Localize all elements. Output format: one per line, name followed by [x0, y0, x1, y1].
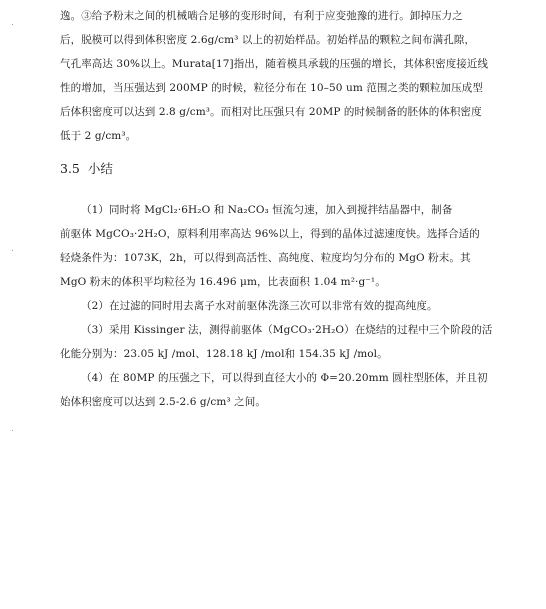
section-heading [60, 160, 113, 178]
text-line: MgO 粉末的体积平均粒径为 16.496 μm，比表面积 1.04 m²·g⁻¹。 [60, 276, 386, 288]
scan-speck [12, 24, 13, 25]
text-line: （1）同时将 MgCl₂·6H₂O 和 Na₂CO₃ 恒流匀速，加入到搅拌结晶器中，制备 [81, 204, 453, 216]
text-line: （4）在 80MP 的压强之下，可以得到直径大小的 Φ=20.20mm 圆柱型胚体，并且初 [81, 372, 488, 384]
text-line: 气孔率高达 30%以上。Murata[17]指出，随着模具承载的压强的增长，其体积密度接近线 [60, 58, 489, 70]
text-line: 前驱体 MgCO₃·2H₂O，原料利用率高达 96%以上，得到的晶体过滤速度快。选择合适的 [60, 228, 480, 240]
scan-speck [12, 250, 13, 251]
text-line: 始体积密度可以达到 2.5-2.6 g/cm³ 之间。 [60, 396, 266, 408]
text-line: 后体积密度可以达到 2.8 g/cm³。而相对比压强只有 20MP 的时候制备的胚体的体积密度 [60, 106, 482, 118]
text-line: （3）采用 Kissinger 法，测得前驱体（MgCO₃·2H₂O）在烧结的过程中三个阶段的活 [81, 324, 493, 336]
section-title: 小结 [87, 161, 113, 176]
text-line: 化能分别为：23.05 kJ /mol、128.18 kJ /mol和 154.35 kJ /mol。 [60, 348, 388, 360]
text-line: 轻烧条件为：1073K，2h，可以得到高活性、高纯度、粒度均匀分布的 MgO 粉末。其 [60, 252, 471, 264]
text-line: 逸。③给予粉末之间的机械啮合足够的变形时间，有利于应变弛豫的进行。卸掉压力之 [60, 10, 463, 22]
text-line: 低于 2 g/cm³。 [60, 130, 137, 142]
text-line: 性的增加，当压强达到 200MP 的时候，粒径分布在 10–50 um 范围之类的颗粒加压成型 [60, 82, 483, 94]
section-number: 3.5 [60, 161, 80, 176]
text-line: （2）在过滤的同时用去离子水对前驱体洗涤三次可以非常有效的提高纯度。 [81, 300, 438, 312]
top-paragraph [60, 4, 496, 148]
summary-paragraph [60, 198, 496, 414]
text-line: 后，脱模可以得到体积密度 2.6g/cm³ 以上的初始样品。初始样品的颗粒之间布满孔隙， [60, 34, 476, 46]
scan-speck [12, 430, 13, 431]
